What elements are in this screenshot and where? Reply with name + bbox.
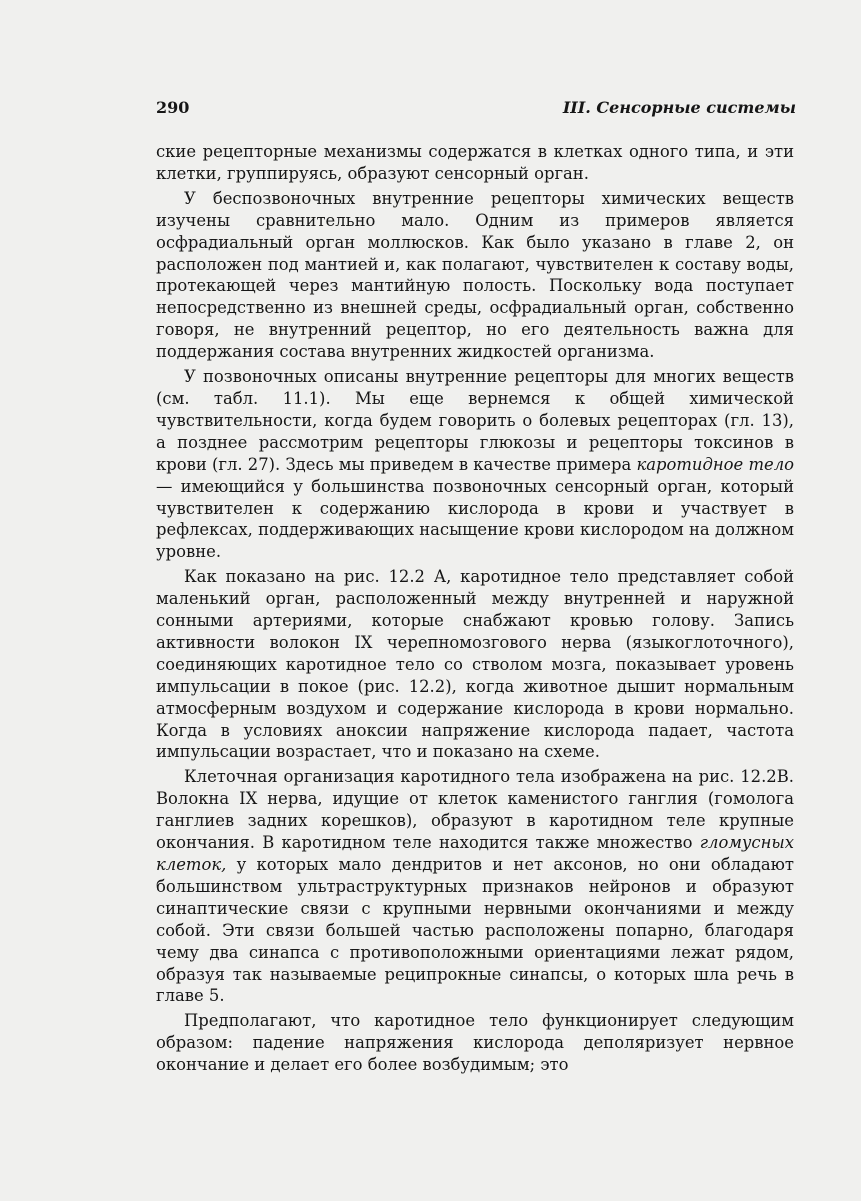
paragraph-text: у которых мало дендритов и нет аксонов, но они обладают большинством ультраструктурных признаков нейронов и образуют синаптические связи с крупными нервными окончаниями и между собой. Эти связи большей частью расположены попарно, благодаря чему два синапса с противоположными ориентациями лежат рядом, образуя так называемые реципрокные синапсы, о которых шла речь в главе 5. bbox=[156, 855, 794, 1006]
italic-term: гломусных клеток, bbox=[156, 833, 794, 874]
paragraph-text: — имеющийся у большинства позвоночных сенсорный орган, который чувствителен к содержанию кислорода в крови и участвует в рефлексах, поддерживающих насыщение крови кислородом на должном уровне. bbox=[156, 476, 794, 562]
paragraph-cellular-organization bbox=[156, 766, 794, 1007]
paragraph-continuation: ские рецепторные механизмы содержатся в клетках одного типа, и эти клетки, группируясь, образуют сенсорный орган. bbox=[156, 142, 794, 183]
italic-term: каротидное тело bbox=[636, 454, 794, 474]
paragraph-vertebrate-receptors bbox=[156, 366, 794, 563]
paragraph-text: Клеточная организация каротидного тела изображена на рис. 12.2В. Волокна IX нерва, идущие от клеток каменистого ганглия (гомолога ганглиев задних корешков), образуют в каротидном теле крупные окончания. В каротидном теле находится также множество bbox=[156, 767, 794, 853]
paragraph-function: Предполагают, что каротидное тело функционирует следующим образом: падение напряжения кислорода деполяризует нервное окончание и делает его более возбудимым; это bbox=[156, 1011, 794, 1075]
paragraph-carotid-body-location: Как показано на рис. 12.2 А, каротидное тело представляет собой маленький орган, расположенный между внутренней и наружной сонными артериями, которые снабжают кровью голову. Запись активности волокон IX черепномозгового нерва (языкоглоточного), соединяющих каротидное тело со стволом мозга, показывает уровень импульсации в покое (рис. 12.2), когда животное дышит нормальным атмосферным воздухом и содержание кислорода в крови нормально. Когда в условиях аноксии напряжение кислорода падает, частота импульсации возрастает, что и показано на схеме. bbox=[156, 567, 794, 762]
running-title: III. Сенсорные системы bbox=[562, 98, 796, 117]
body-text bbox=[156, 141, 794, 1079]
paragraph-invertebrate-receptors: У беспозвоночных внутренние рецепторы химических веществ изучены сравнительно мало. Одним из примеров является осфрадиальный орган моллюсков. Как было указано в главе 2, он расположен под мантией и, как полагают, чувствителен к составу воды, протекающей через мантийную полость. Поскольку вода поступает непосредственно из внешней среды, осфрадиальный орган, собственно говоря, не внутренний рецептор, но его деятельность важна для поддержания состава внутренних жидкостей организма. bbox=[156, 188, 794, 362]
page-number: 290 bbox=[156, 98, 190, 117]
paragraph-text: У позвоночных описаны внутренние рецепторы для многих веществ (см. табл. 11.1). Мы еще вернемся к общей химической чувствительности, когда будем говорить о болевых рецепторах (гл. 13), а позднее рассмотрим рецепторы глюкозы и рецепторы токсинов в крови (гл. 27). Здесь мы приведем в качестве примера bbox=[156, 367, 794, 474]
page-header bbox=[156, 98, 796, 122]
